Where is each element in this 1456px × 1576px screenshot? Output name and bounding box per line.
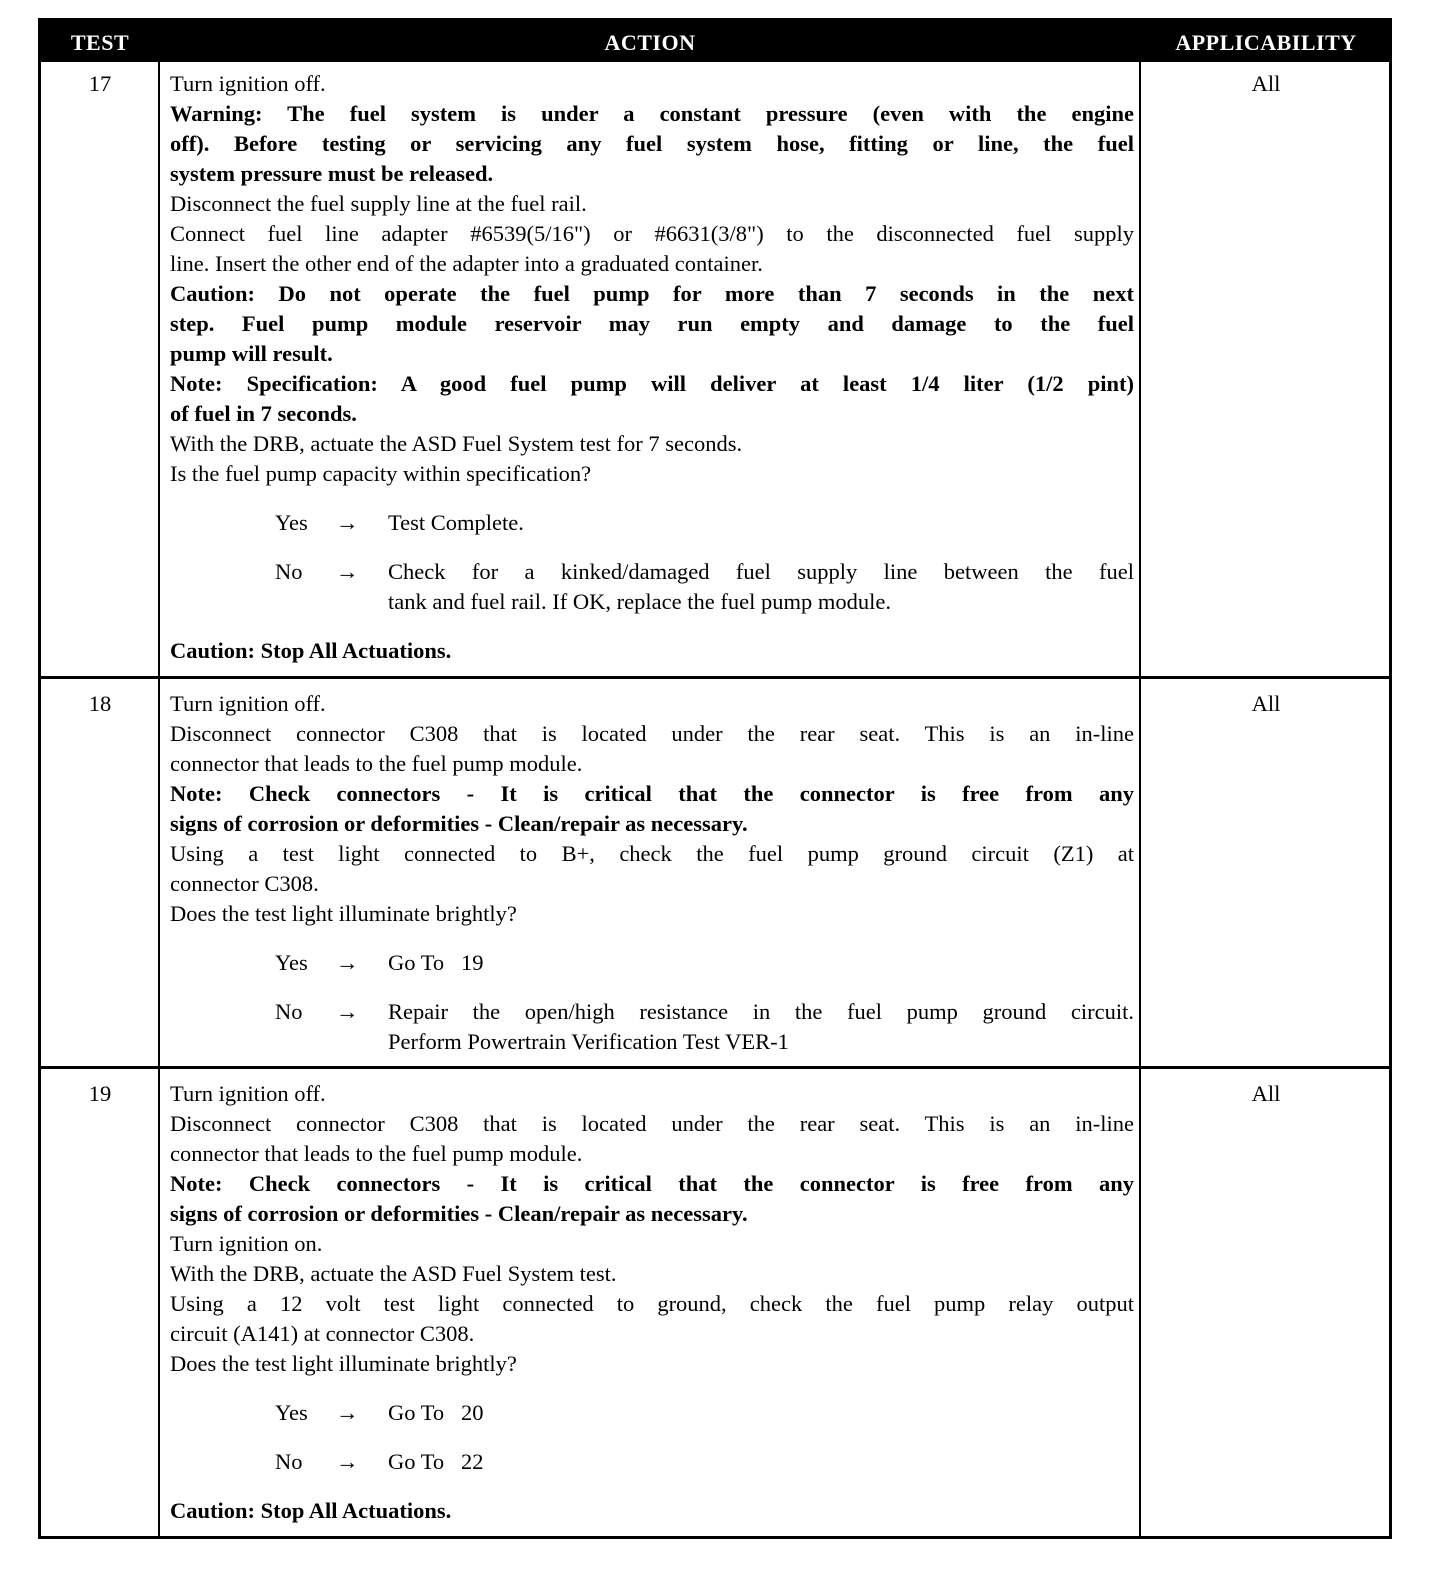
yes-label: Yes (275, 510, 308, 535)
caution-footer: Caution: Stop All Actuations. (170, 638, 452, 663)
action-line: line. Insert the other end of the adapter into a graduated container. (170, 251, 763, 276)
note-line: signs of corrosion or deformities - Clean/repair as necessary. (170, 811, 748, 836)
action-cell (170, 1079, 1134, 1526)
arrow-icon: → (336, 1449, 359, 1474)
warning-line: off). Before testing or servicing any fuel system hose, fitting or line, the fuel (170, 131, 1134, 156)
warning-line: Warning: The fuel system is under a constant pressure (even with the engine (170, 101, 1134, 126)
column-divider (1139, 62, 1141, 1536)
action-cell (170, 689, 1134, 1057)
header-applicability: APPLICABILITY (1175, 30, 1357, 55)
no-label: No (275, 999, 303, 1024)
yes-label: Yes (275, 1400, 308, 1425)
action-line: Using a 12 volt test light connected to ground, check the fuel pump relay output (170, 1291, 1134, 1316)
no-result-line: Check for a kinked/damaged fuel supply line between the fuel (388, 559, 1134, 584)
arrow-icon: → (336, 559, 359, 584)
yes-label: Yes (275, 950, 308, 975)
header-test: TEST (70, 30, 130, 55)
action-line: connector C308. (170, 871, 319, 896)
no-response (170, 557, 1134, 617)
note-line: Note: Specification: A good fuel pump will deliver at least 1/4 liter (1/2 pint) (170, 371, 1134, 396)
action-line: Disconnect connector C308 that is located under the rear seat. This is an in-line (170, 1111, 1134, 1136)
action-line: Connect fuel line adapter #6539(5/16") or #6631(3/8") to the disconnected fuel supply (170, 221, 1134, 246)
yes-response (170, 948, 1134, 978)
action-line: Turn ignition on. (170, 1231, 323, 1256)
row-divider (41, 676, 1389, 679)
note-line: of fuel in 7 seconds. (170, 401, 357, 426)
no-response (170, 997, 1134, 1057)
action-line: With the DRB, actuate the ASD Fuel System test for 7 seconds. (170, 431, 743, 456)
test-number: 19 (88, 1081, 112, 1106)
action-line: Turn ignition off. (170, 1081, 326, 1106)
test-number: 17 (88, 71, 112, 96)
action-line: circuit (A141) at connector C308. (170, 1321, 475, 1346)
yes-result: Go To 19 (388, 950, 484, 975)
note-line: Note: Check connectors - It is critical that the connector is free from any (170, 781, 1134, 806)
applicability-value: All (1251, 1081, 1281, 1106)
caution-footer: Caution: Stop All Actuations. (170, 1498, 452, 1523)
action-line: Disconnect connector C308 that is located under the rear seat. This is an in-line (170, 721, 1134, 746)
action-line: Turn ignition off. (170, 71, 326, 96)
arrow-icon: → (336, 1400, 359, 1425)
action-line: connector that leads to the fuel pump module. (170, 1141, 583, 1166)
table-header (41, 21, 1389, 62)
question-line: Does the test light illuminate brightly? (170, 1351, 517, 1376)
arrow-icon: → (336, 999, 359, 1024)
warning-line: system pressure must be released. (170, 161, 494, 186)
caution-line: step. Fuel pump module reservoir may run empty and damage to the fuel (170, 311, 1134, 336)
yes-result: Test Complete. (388, 510, 524, 535)
caution-line: pump will result. (170, 341, 333, 366)
no-response (170, 1447, 1134, 1477)
question-line: Is the fuel pump capacity within specification? (170, 461, 592, 486)
yes-response (170, 508, 1134, 538)
no-result-line: Perform Powertrain Verification Test VER-1 (388, 1029, 789, 1054)
applicability-value: All (1251, 71, 1281, 96)
no-label: No (275, 559, 303, 584)
note-line: signs of corrosion or deformities - Clean/repair as necessary. (170, 1201, 748, 1226)
test-table (38, 18, 1392, 1539)
action-line: Turn ignition off. (170, 691, 326, 716)
action-line: Using a test light connected to B+, check the fuel pump ground circuit (Z1) at (170, 841, 1134, 866)
test-number: 18 (88, 691, 112, 716)
header-action: ACTION (604, 30, 696, 55)
no-result (388, 557, 1134, 617)
applicability-value: All (1251, 691, 1281, 716)
no-label: No (275, 1449, 303, 1474)
note-line: Note: Check connectors - It is critical that the connector is free from any (170, 1171, 1134, 1196)
row-divider (41, 1066, 1389, 1069)
question-line: Does the test light illuminate brightly? (170, 901, 517, 926)
arrow-icon: → (336, 950, 359, 975)
action-line: connector that leads to the fuel pump module. (170, 751, 583, 776)
caution-line: Caution: Do not operate the fuel pump for more than 7 seconds in the next (170, 281, 1134, 306)
no-result: Go To 22 (388, 1449, 484, 1474)
no-result-line: tank and fuel rail. If OK, replace the fuel pump module. (388, 589, 891, 614)
action-line: Disconnect the fuel supply line at the fuel rail. (170, 191, 587, 216)
column-divider (158, 62, 160, 1536)
no-result (388, 997, 1134, 1057)
yes-result: Go To 20 (388, 1400, 484, 1425)
arrow-icon: → (336, 510, 359, 535)
yes-response (170, 1398, 1134, 1428)
action-cell (170, 69, 1134, 666)
no-result-line: Repair the open/high resistance in the fuel pump ground circuit. (388, 999, 1134, 1024)
action-line: With the DRB, actuate the ASD Fuel System test. (170, 1261, 617, 1286)
